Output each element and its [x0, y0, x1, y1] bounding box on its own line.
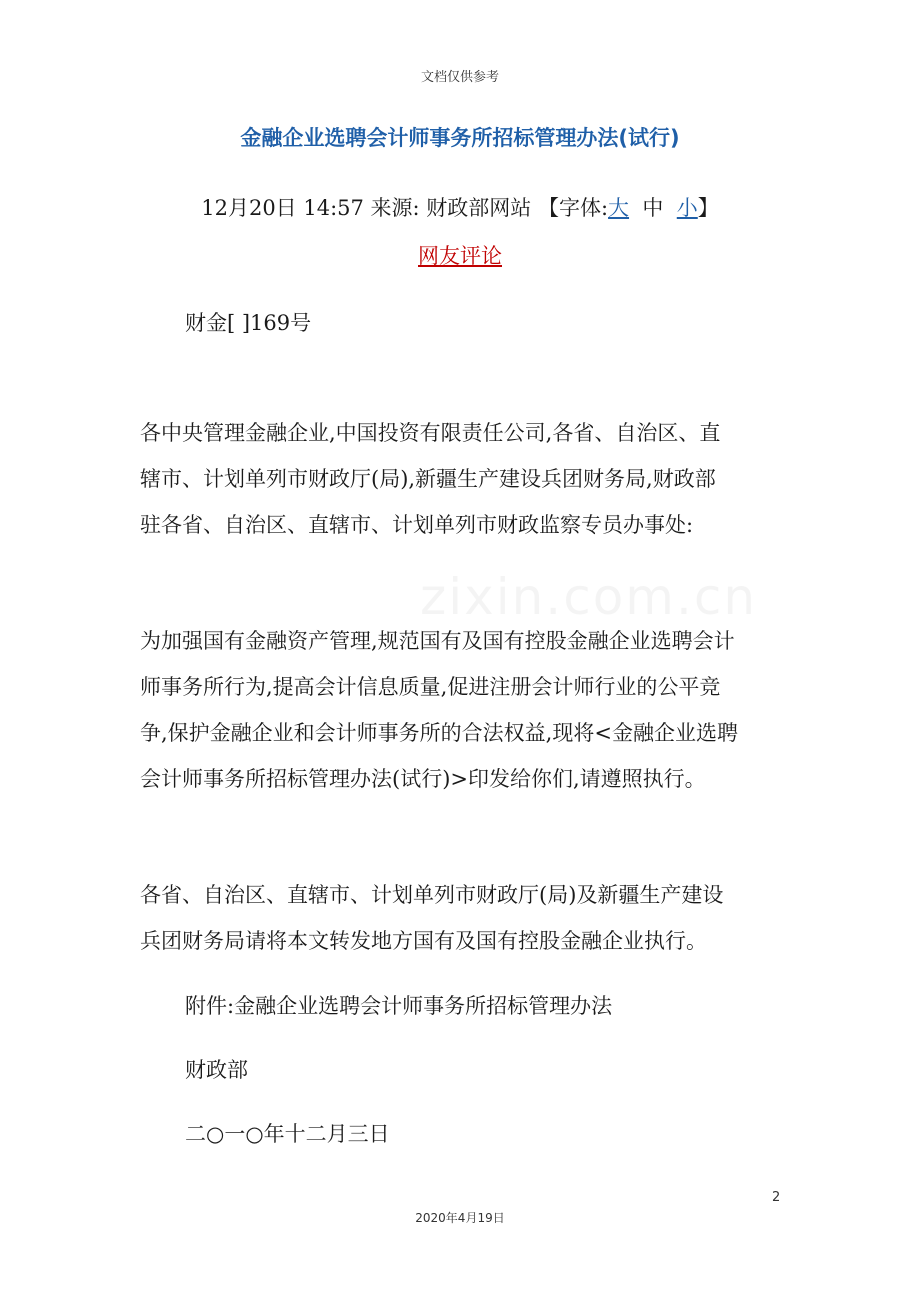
article-meta — [0, 192, 920, 222]
paragraph-line: 会计师事务所招标管理办法(试行)>印发给你们,请遵照执行。 — [140, 767, 706, 791]
notice-paragraph — [140, 618, 780, 802]
issue-date-line: 二○一○年十二月三日 — [185, 1122, 390, 1146]
comments-row — [0, 240, 920, 270]
paragraph-line: 辖市、计划单列市财政厅(局),新疆生产建设兵团财务局,财政部 — [140, 467, 716, 491]
article-title: 金融企业选聘会计师事务所招标管理办法(试行) — [240, 126, 680, 150]
paragraph-line: 驻各省、自治区、直辖市、计划单列市财政监察专员办事处: — [140, 513, 694, 537]
page-number: 2 — [772, 1190, 781, 1205]
addressee-paragraph — [140, 410, 780, 548]
font-size-medium-link[interactable]: 中 — [642, 196, 664, 220]
document-number: 财金[ ]169号 — [185, 311, 312, 335]
paragraph-line: 各省、自治区、直辖市、计划单列市财政厅(局)及新疆生产建设 — [140, 883, 724, 907]
font-size-large-link[interactable]: 大 — [608, 196, 630, 220]
font-size-small-link[interactable]: 小 — [676, 196, 698, 220]
paragraph-line: 各中央管理金融企业,中国投资有限责任公司,各省、自治区、直 — [140, 421, 721, 445]
paragraph-line: 师事务所行为,提高会计信息质量,促进注册会计师行业的公平竞 — [140, 675, 721, 699]
header-note: 文档仅供参考 — [420, 70, 499, 85]
issuer-line: 财政部 — [185, 1058, 248, 1082]
attachment-line: 附件:金融企业选聘会计师事务所招标管理办法 — [185, 994, 613, 1018]
paragraph-line: 兵团财务局请将本文转发地方国有及国有控股金融企业执行。 — [140, 929, 707, 953]
meta-suffix: 】 — [697, 196, 719, 220]
footer-date: 2020年4月19日 — [415, 1211, 505, 1225]
comments-link[interactable]: 网友评论 — [418, 244, 502, 268]
forwarding-paragraph — [140, 872, 780, 964]
meta-info: 12月20日 14:57 来源: 财政部网站 【字体: — [201, 196, 609, 220]
paragraph-line: 争,保护金融企业和会计师事务所的合法权益,现将<金融企业选聘 — [140, 721, 738, 745]
paragraph-line: 为加强国有金融资产管理,规范国有及国有控股金融企业选聘会计 — [140, 629, 735, 653]
